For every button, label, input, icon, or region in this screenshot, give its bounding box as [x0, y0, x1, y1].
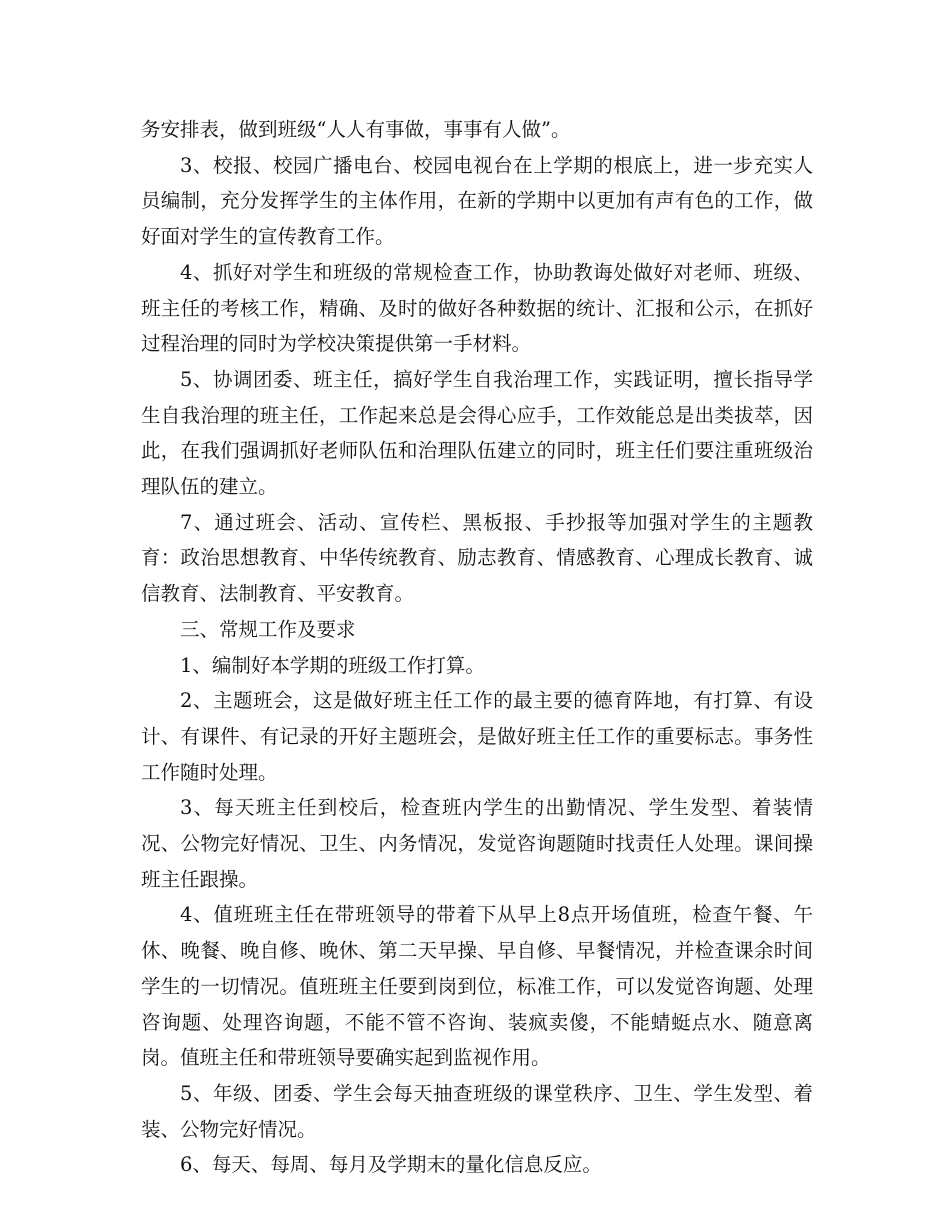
paragraph-routine-5: 5、年级、团委、学生会每天抽查班级的课堂秩序、卫生、学生发型、着装、公物完好情况。	[141, 1081, 813, 1141]
paragraph-item-5-self-management: 5、协调团委、班主任，搞好学生自我治理工作，实践证明，擅长指导学生自我治理的班主任，工作起来总是会得心应手，工作效能总是出类拔萃，因此，在我们强调抓好老师队伍和治理队伍建立的同时，班主任们要注重班级治理队伍的建立。	[141, 367, 813, 499]
paragraph-routine-3: 3、每天班主任到校后，检查班内学生的出勤情况、学生发型、着装情况、公物完好情况、卫生、内务情况，发觉咨询题随时找责任人处理。课间操班主任跟操。	[141, 796, 813, 891]
paragraph-routine-6: 6、每天、每周、每月及学期末的量化信息反应。	[180, 1153, 602, 1177]
paragraph-routine-4: 4、值班班主任在带班领导的带着下从早上8点开场值班，检查午餐、午休、晚餐、晚自修、晚休、第二天早操、早自修、早餐情况，并检查课余时间学生的一切情况。值班班主任要到岗到位，标准工作，可以发觉咨询题、处理咨询题、处理咨询题，不能不管不咨询、装疯卖傻，不能蜻蜓点水、随意离岗。值班主任和带班领导要确实起到监视作用。	[141, 903, 813, 1070]
section-heading-routine-work: 三、常规工作及要求	[180, 617, 356, 641]
paragraph-routine-1: 1、编制好本学期的班级工作打算。	[180, 653, 485, 677]
paragraph-item-3-media: 3、校报、校园广播电台、校园电视台在上学期的根底上，进一步充实人员编制，充分发挥学生的主体作用，在新的学期中以更加有声有色的工作，做好面对学生的宣传教育工作。	[141, 153, 813, 249]
paragraph-item-4-inspection: 4、抓好对学生和班级的常规检查工作，协助教诲处做好对老师、班级、班主任的考核工作，精确、及时的做好各种数据的统计、汇报和公示，在抓好过程治理的同时为学校决策提供第一手材料。	[141, 260, 813, 356]
document-body	[141, 112, 813, 1183]
paragraph-continuation: 务安排表，做到班级“人人有事做，事事有人做”。	[141, 118, 571, 141]
paragraph-item-7-theme-education: 7、通过班会、活动、宣传栏、黑板报、手抄报等加强对学生的主题教育：政治思想教育、中华传统教育、励志教育、情感教育、心理成长教育、诚信教育、法制教育、平安教育。	[141, 510, 813, 606]
paragraph-routine-2: 2、主题班会，这是做好班主任工作的最主要的德育阵地，有打算、有设计、有课件、有记录的开好主题班会，是做好班主任工作的重要标志。事务性工作随时处理。	[141, 689, 813, 784]
